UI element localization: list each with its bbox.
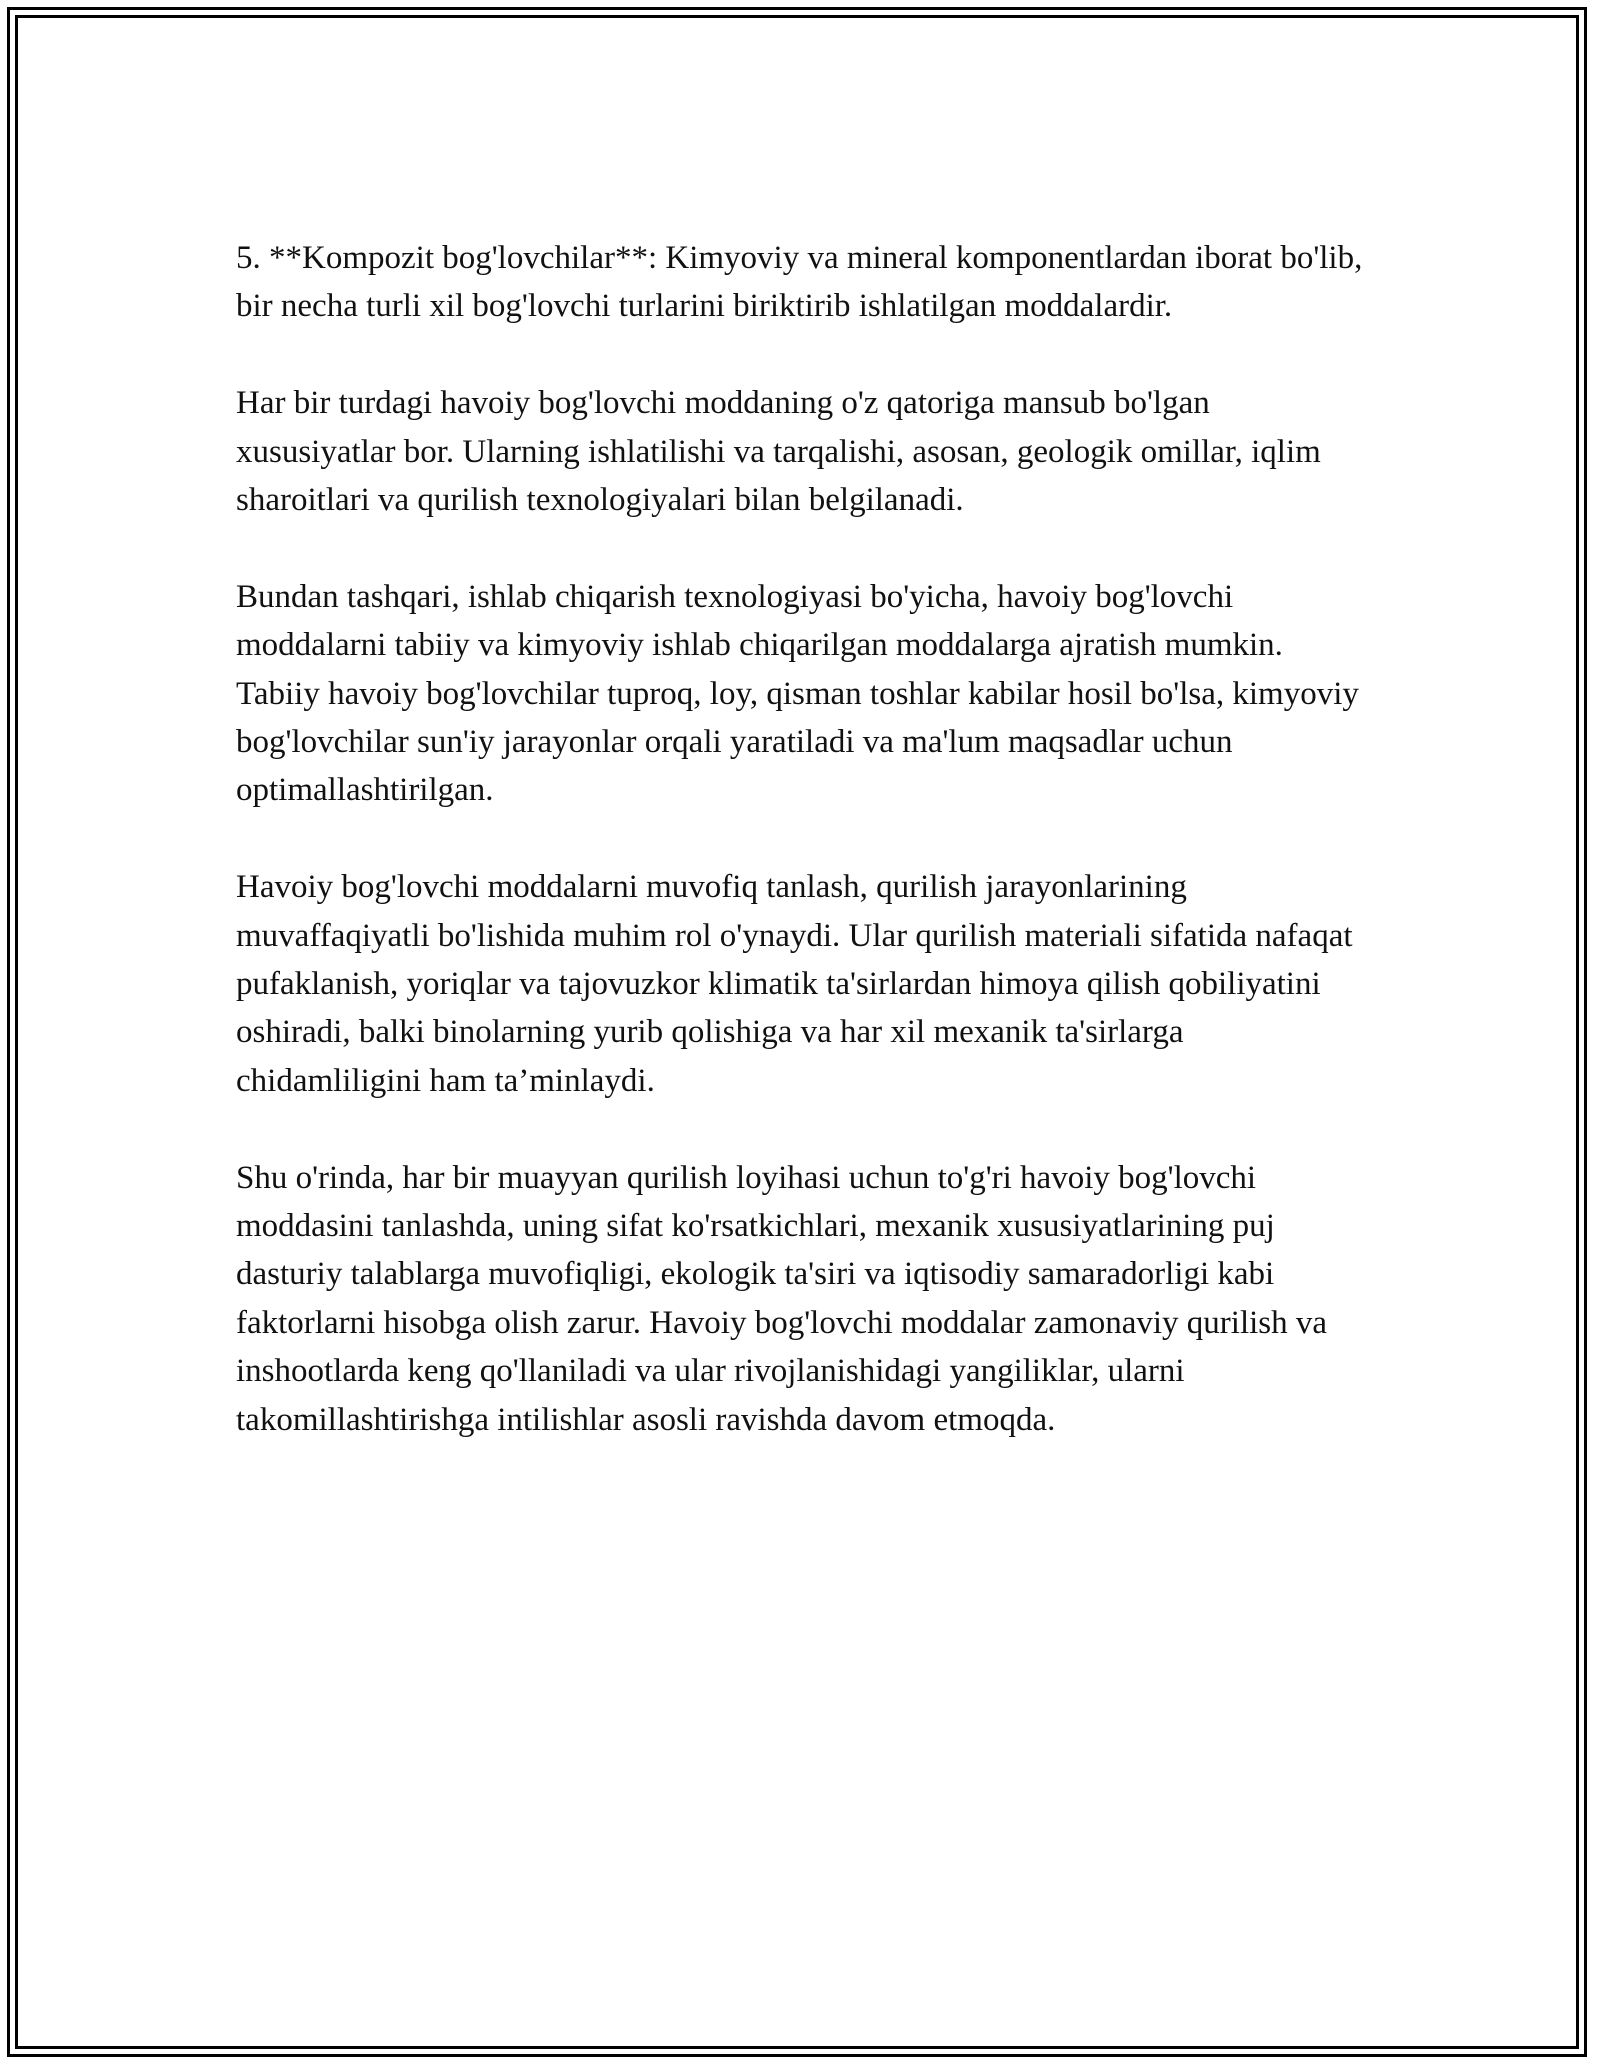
paragraph-binder-selection: Havoiy bog'lovchi moddalarni muvofiq tanlash, qurilish jarayonlarining muvaffaqiyatli bo'lishida muhim rol o'ynaydi. Ular qurilish materiali sifatida nafaqat pufaklanish, yoriqlar va tajovuzkor klimatik ta'sirlardan himoya qilish qobiliyatini oshiradi, balki binolarning yurib qolishiga va har xil mexanik ta'sirlarga chidamliligini ham ta’minlaydi. bbox=[236, 869, 1353, 1099]
paragraph-binder-properties: Har bir turdagi havoiy bog'lovchi moddaning o'z qatoriga mansub bo'lgan xususiyatlar bor. Ularning ishlatilishi va tarqalishi, asosan, geologik omillar, iqlim sharoitlari va qurilish texnologiyalari bilan belgilanadi. bbox=[236, 385, 1321, 519]
document-body bbox=[236, 234, 1366, 1492]
paragraph-production-technology: Bundan tashqari, ishlab chiqarish texnologiyasi bo'yicha, havoiy bog'lovchi moddalarni tabiiy va kimyoviy ishlab chiqarilgan moddalarga ajratish mumkin. Tabiiy havoiy bog'lovchilar tuproq, loy, qisman toshlar kabilar hosil bo'lsa, kimyoviy bog'lovchilar sun'iy jarayonlar orqali yaratiladi va ma'lum maqsadlar uchun optimallashtirilgan. bbox=[236, 578, 1359, 809]
paragraph-project-considerations: Shu o'rinda, har bir muayyan qurilish loyihasi uchun to'g'ri havoiy bog'lovchi moddasini tanlashda, uning sifat ko'rsatkichlari, mexanik xususiyatlarining puj dasturiy talablarga muvofiqligi, ekologik ta'siri va iqtisodiy samaradorligi kabi faktorlarni hisobga olish zarur. Havoiy bog'lovchi moddalar zamonaviy qurilish va inshootlarda keng qo'llaniladi va ular rivojlanishidagi yangiliklar, ularni takomillashtirishga intilishlar asosli ravishda davom etmoqda. bbox=[236, 1159, 1328, 1438]
paragraph-composite-binders: 5. **Kompozit bog'lovchilar**: Kimyoviy va mineral komponentlardan iborat bo'lib, bir necha turli xil bog'lovchi turlarini biriktirib ishlatilgan moddalardir. bbox=[236, 240, 1363, 325]
